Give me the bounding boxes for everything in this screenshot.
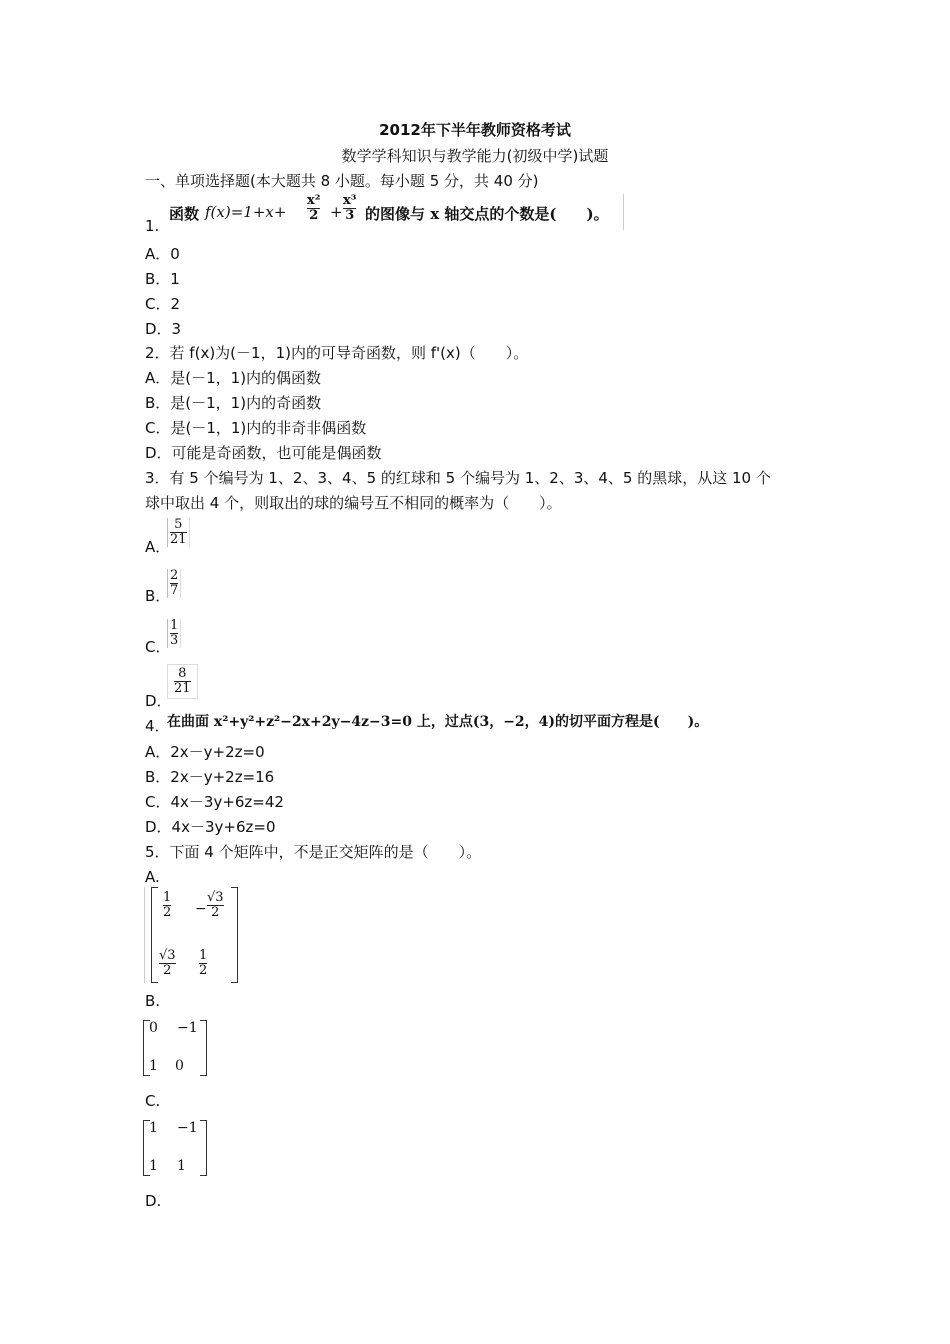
q3-option-b-fraction xyxy=(167,569,181,598)
matrix-a-right-bracket xyxy=(231,887,238,983)
q3-option-c-fraction xyxy=(167,619,181,648)
matrix-b-cell-22: 0 xyxy=(175,1058,184,1074)
q1-frac1-den: 2 xyxy=(307,208,320,223)
q1-option-b: B．1 xyxy=(145,270,180,288)
q3-option-a-fraction xyxy=(167,518,190,547)
q4-option-b: B．2x－y+2z=16 xyxy=(145,768,275,786)
q2-option-d: D．可能是奇函数，也可能是偶函数 xyxy=(145,444,382,462)
q1-stem-suffix: 的图像与 x 轴交点的个数是( )。 xyxy=(365,205,609,223)
q3-b-den: 7 xyxy=(170,583,179,598)
ma21-den: 2 xyxy=(159,963,176,978)
ma21-num: √3 xyxy=(159,948,176,963)
q1-option-c: C．2 xyxy=(145,295,181,313)
q1-fraction-1 xyxy=(307,194,320,223)
q1-fraction-2 xyxy=(343,194,356,223)
q4-number: 4． xyxy=(145,717,170,735)
ma11-den: 2 xyxy=(163,905,172,920)
matrix-c-cell-11: 1 xyxy=(149,1120,158,1136)
exam-subtitle: 数学学科知识与教学能力(初级中学)试题 xyxy=(341,147,609,165)
q3-d-num: 8 xyxy=(178,666,187,681)
q3-option-b-label: B． xyxy=(145,587,171,605)
matrix-c-cell-22: 1 xyxy=(177,1158,186,1174)
q4-option-d: D．4x－3y+6z=0 xyxy=(145,818,276,836)
q5-matrix-b xyxy=(143,1020,207,1076)
q5-matrix-a xyxy=(144,887,238,983)
ma11-num: 1 xyxy=(163,890,172,905)
q1-formula-image xyxy=(167,194,624,230)
matrix-a-cell-11 xyxy=(163,891,171,920)
q3-a-den: 21 xyxy=(170,532,187,547)
q3-d-den: 21 xyxy=(174,681,191,696)
q2-stem: 2．若 f(x)为(－1，1)内的可导奇函数，则 f'(x)（ ）。 xyxy=(145,344,529,362)
matrix-a-cell-21 xyxy=(159,949,176,978)
ma12-den: 2 xyxy=(207,905,224,920)
matrix-c-right-bracket xyxy=(200,1120,207,1176)
q1-frac1-num: x² xyxy=(307,193,321,208)
q3-option-d-fraction xyxy=(167,664,198,699)
matrix-b-cell-12: −1 xyxy=(177,1020,198,1036)
section-heading: 一、单项选择题(本大题共 8 小题。每小题 5 分，共 40 分) xyxy=(145,172,539,190)
q5-matrix-c xyxy=(143,1120,207,1176)
q1-option-a: A．0 xyxy=(145,245,180,263)
q1-stem-prefix: 函数 xyxy=(169,205,200,223)
matrix-c-cell-12: −1 xyxy=(177,1120,198,1136)
q3-stem-line2: 球中取出 4 个，则取出的球的编号互不相同的概率为（ ）。 xyxy=(145,494,562,512)
ma22-num: 1 xyxy=(199,948,208,963)
q3-option-a-label: A． xyxy=(145,538,171,556)
matrix-b-cell-11: 0 xyxy=(149,1020,158,1036)
matrix-c-cell-21: 1 xyxy=(149,1158,158,1174)
q3-option-c-label: C． xyxy=(145,638,171,656)
matrix-a-minus: − xyxy=(195,901,207,917)
q1-option-d: D．3 xyxy=(145,320,182,338)
ma12-num: √3 xyxy=(207,890,224,905)
q4-stem: 在曲面 x²+y²+z²−2x+2y−4z−3=0 上，过点(3，−2，4)的切平面方程是( )。 xyxy=(167,714,709,730)
q3-stem-line1: 3．有 5 个编号为 1、2、3、4、5 的红球和 5 个编号为 1、2、3、4、5 的黑球，从这 10 个 xyxy=(145,469,771,487)
matrix-b-right-bracket xyxy=(200,1020,207,1076)
q5-label-c: C. xyxy=(145,1092,161,1110)
matrix-b-cell-21: 1 xyxy=(149,1058,158,1074)
q1-frac2-num: x³ xyxy=(343,193,357,208)
q2-option-a: A．是(－1，1)内的偶函数 xyxy=(145,369,322,387)
q1-stem-fx: f(x)=1+x+ xyxy=(205,203,287,221)
q1-number: 1. xyxy=(145,217,160,235)
q3-option-d-label: D． xyxy=(145,692,172,710)
q4-formula-image xyxy=(167,708,775,734)
ma22-den: 2 xyxy=(199,963,208,978)
q3-b-num: 2 xyxy=(170,568,179,583)
q4-option-a: A．2x－y+2z=0 xyxy=(145,743,265,761)
q5-stem: 5．下面 4 个矩阵中，不是正交矩阵的是（ ）。 xyxy=(145,843,482,861)
q5-label-d: D. xyxy=(145,1192,162,1210)
q5-label-a: A. xyxy=(145,868,160,886)
q2-option-b: B．是(－1，1)内的奇函数 xyxy=(145,394,322,412)
q3-c-den: 3 xyxy=(170,633,179,648)
matrix-a-left-bracket xyxy=(151,887,158,983)
q1-plus: + xyxy=(330,203,343,221)
q5-label-b: B. xyxy=(145,992,161,1010)
q2-option-c: C．是(－1，1)内的非奇非偶函数 xyxy=(145,419,367,437)
q1-frac2-den: 3 xyxy=(343,208,356,223)
q4-option-c: C．4x－3y+6z=42 xyxy=(145,793,284,811)
q3-c-num: 1 xyxy=(170,618,179,633)
matrix-a-cell-22 xyxy=(199,949,207,978)
q3-a-num: 5 xyxy=(174,517,183,532)
exam-title: 2012年下半年教师资格考试 xyxy=(379,121,571,139)
matrix-a-cell-12 xyxy=(207,891,224,920)
